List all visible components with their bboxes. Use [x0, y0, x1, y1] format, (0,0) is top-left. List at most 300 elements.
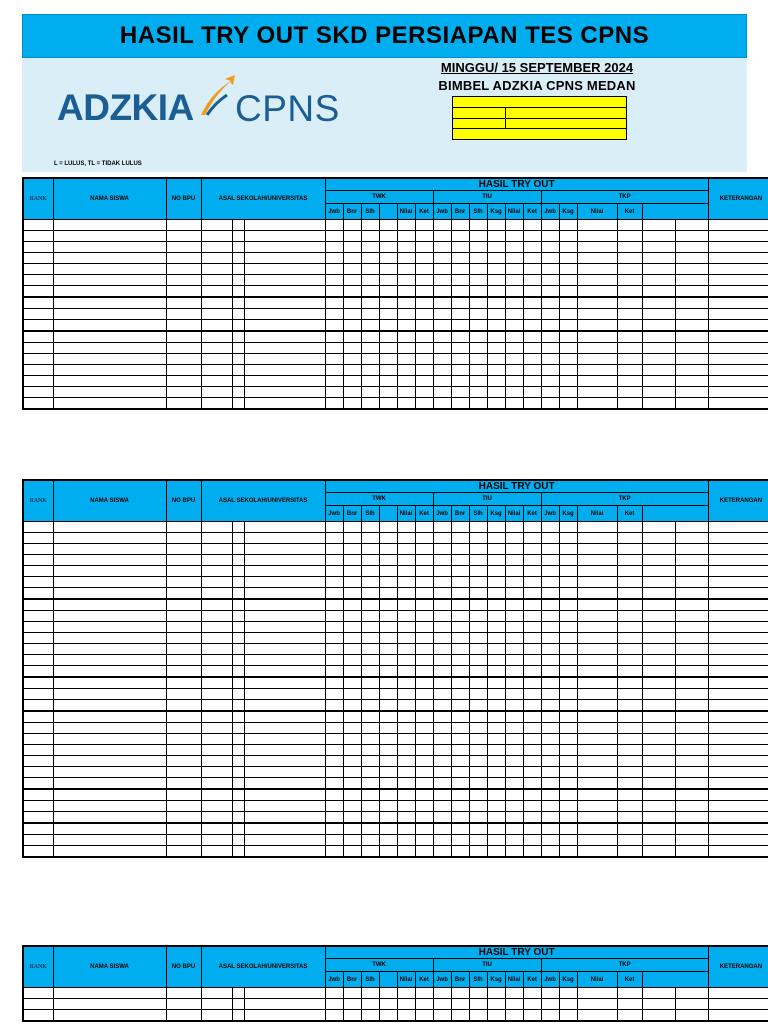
table-cell[interactable]	[642, 544, 675, 555]
table-cell[interactable]	[469, 522, 487, 533]
table-cell[interactable]	[397, 533, 415, 544]
table-cell[interactable]	[244, 666, 325, 678]
table-cell[interactable]	[166, 846, 201, 858]
table-cell[interactable]	[379, 343, 397, 354]
table-cell[interactable]	[325, 242, 343, 253]
table-cell[interactable]	[415, 220, 433, 231]
table-cell[interactable]	[361, 745, 379, 756]
table-cell[interactable]	[244, 1010, 325, 1022]
table-cell[interactable]	[415, 533, 433, 544]
table-cell[interactable]	[487, 253, 505, 264]
table-cell[interactable]	[397, 365, 415, 376]
table-cell[interactable]	[617, 789, 642, 801]
table-cell[interactable]	[675, 723, 708, 734]
table-cell[interactable]	[361, 566, 379, 577]
table-cell[interactable]	[708, 999, 768, 1010]
table-cell[interactable]	[541, 846, 559, 858]
table-cell[interactable]	[201, 655, 232, 666]
table-cell[interactable]	[617, 376, 642, 387]
table-cell[interactable]	[397, 734, 415, 745]
table-cell[interactable]	[523, 734, 541, 745]
table-cell[interactable]	[166, 633, 201, 644]
table-cell[interactable]	[708, 789, 768, 801]
table-cell[interactable]	[433, 846, 451, 858]
table-cell[interactable]	[397, 286, 415, 298]
table-cell[interactable]	[708, 622, 768, 633]
table-cell[interactable]	[397, 666, 415, 678]
table-cell[interactable]	[541, 633, 559, 644]
table-cell[interactable]	[505, 398, 523, 410]
table-cell[interactable]	[469, 343, 487, 354]
table-cell[interactable]	[361, 677, 379, 689]
table-cell[interactable]	[415, 655, 433, 666]
table-cell[interactable]	[617, 242, 642, 253]
table-cell[interactable]	[505, 242, 523, 253]
table-cell[interactable]	[708, 387, 768, 398]
table-cell[interactable]	[232, 734, 244, 745]
table-cell[interactable]	[244, 644, 325, 655]
table-cell[interactable]	[708, 522, 768, 533]
table-cell[interactable]	[166, 812, 201, 824]
table-cell[interactable]	[708, 677, 768, 689]
table-cell[interactable]	[53, 297, 166, 309]
table-cell[interactable]	[469, 331, 487, 343]
info-cell[interactable]	[453, 107, 506, 118]
table-cell[interactable]	[23, 734, 53, 745]
table-cell[interactable]	[201, 700, 232, 712]
table-cell[interactable]	[505, 275, 523, 286]
table-cell[interactable]	[232, 286, 244, 298]
table-cell[interactable]	[505, 376, 523, 387]
table-cell[interactable]	[415, 242, 433, 253]
table-cell[interactable]	[415, 588, 433, 600]
table-cell[interactable]	[23, 354, 53, 365]
table-cell[interactable]	[451, 309, 469, 320]
table-cell[interactable]	[53, 309, 166, 320]
table-cell[interactable]	[559, 275, 577, 286]
table-cell[interactable]	[433, 387, 451, 398]
table-cell[interactable]	[451, 644, 469, 655]
table-cell[interactable]	[617, 823, 642, 835]
table-cell[interactable]	[201, 677, 232, 689]
table-cell[interactable]	[361, 789, 379, 801]
table-cell[interactable]	[415, 689, 433, 700]
table-cell[interactable]	[451, 611, 469, 622]
table-cell[interactable]	[397, 756, 415, 767]
table-cell[interactable]	[642, 756, 675, 767]
table-cell[interactable]	[505, 835, 523, 846]
table-cell[interactable]	[244, 677, 325, 689]
table-cell[interactable]	[708, 354, 768, 365]
table-cell[interactable]	[469, 734, 487, 745]
table-cell[interactable]	[397, 599, 415, 611]
table-cell[interactable]	[53, 264, 166, 275]
table-cell[interactable]	[505, 767, 523, 778]
table-cell[interactable]	[541, 644, 559, 655]
table-cell[interactable]	[523, 331, 541, 343]
table-cell[interactable]	[201, 633, 232, 644]
table-cell[interactable]	[451, 756, 469, 767]
table-cell[interactable]	[397, 633, 415, 644]
table-cell[interactable]	[232, 767, 244, 778]
table-cell[interactable]	[433, 231, 451, 242]
table-cell[interactable]	[343, 801, 361, 812]
table-cell[interactable]	[23, 835, 53, 846]
table-cell[interactable]	[559, 622, 577, 633]
table-cell[interactable]	[415, 555, 433, 566]
table-cell[interactable]	[505, 999, 523, 1010]
table-cell[interactable]	[166, 354, 201, 365]
table-cell[interactable]	[166, 309, 201, 320]
table-cell[interactable]	[232, 231, 244, 242]
table-cell[interactable]	[166, 343, 201, 354]
table-cell[interactable]	[23, 376, 53, 387]
table-cell[interactable]	[166, 253, 201, 264]
table-cell[interactable]	[379, 533, 397, 544]
table-cell[interactable]	[244, 522, 325, 533]
table-cell[interactable]	[617, 577, 642, 588]
table-cell[interactable]	[469, 577, 487, 588]
table-cell[interactable]	[541, 365, 559, 376]
table-cell[interactable]	[23, 220, 53, 231]
table-cell[interactable]	[708, 599, 768, 611]
table-cell[interactable]	[642, 644, 675, 655]
table-cell[interactable]	[53, 242, 166, 253]
info-cell[interactable]	[453, 97, 627, 108]
table-cell[interactable]	[325, 566, 343, 577]
table-cell[interactable]	[397, 331, 415, 343]
table-cell[interactable]	[523, 533, 541, 544]
table-cell[interactable]	[415, 711, 433, 723]
table-cell[interactable]	[469, 745, 487, 756]
table-cell[interactable]	[343, 275, 361, 286]
table-cell[interactable]	[577, 577, 617, 588]
table-cell[interactable]	[577, 801, 617, 812]
table-cell[interactable]	[379, 644, 397, 655]
table-cell[interactable]	[53, 767, 166, 778]
table-cell[interactable]	[361, 522, 379, 533]
table-cell[interactable]	[343, 387, 361, 398]
table-cell[interactable]	[577, 655, 617, 666]
table-cell[interactable]	[379, 622, 397, 633]
table-cell[interactable]	[505, 599, 523, 611]
table-cell[interactable]	[505, 812, 523, 824]
table-cell[interactable]	[675, 611, 708, 622]
table-cell[interactable]	[397, 220, 415, 231]
table-cell[interactable]	[201, 253, 232, 264]
table-cell[interactable]	[343, 745, 361, 756]
table-cell[interactable]	[201, 588, 232, 600]
table-cell[interactable]	[23, 398, 53, 410]
table-cell[interactable]	[559, 242, 577, 253]
table-cell[interactable]	[166, 231, 201, 242]
table-cell[interactable]	[379, 835, 397, 846]
table-cell[interactable]	[325, 577, 343, 588]
table-cell[interactable]	[642, 734, 675, 745]
table-cell[interactable]	[53, 533, 166, 544]
table-cell[interactable]	[559, 220, 577, 231]
table-cell[interactable]	[541, 835, 559, 846]
table-cell[interactable]	[325, 622, 343, 633]
table-cell[interactable]	[201, 522, 232, 533]
table-cell[interactable]	[577, 756, 617, 767]
table-cell[interactable]	[487, 801, 505, 812]
table-cell[interactable]	[487, 644, 505, 655]
table-cell[interactable]	[343, 711, 361, 723]
table-cell[interactable]	[166, 700, 201, 712]
table-cell[interactable]	[415, 611, 433, 622]
table-cell[interactable]	[505, 633, 523, 644]
table-cell[interactable]	[708, 309, 768, 320]
table-cell[interactable]	[708, 220, 768, 231]
table-cell[interactable]	[617, 801, 642, 812]
table-cell[interactable]	[675, 711, 708, 723]
table-cell[interactable]	[415, 522, 433, 533]
table-cell[interactable]	[343, 655, 361, 666]
table-cell[interactable]	[451, 522, 469, 533]
table-cell[interactable]	[232, 644, 244, 655]
table-cell[interactable]	[201, 835, 232, 846]
table-cell[interactable]	[577, 309, 617, 320]
table-cell[interactable]	[541, 655, 559, 666]
table-cell[interactable]	[325, 365, 343, 376]
table-cell[interactable]	[505, 611, 523, 622]
table-cell[interactable]	[487, 988, 505, 999]
table-cell[interactable]	[523, 835, 541, 846]
table-cell[interactable]	[469, 376, 487, 387]
table-cell[interactable]	[433, 611, 451, 622]
table-cell[interactable]	[232, 297, 244, 309]
table-cell[interactable]	[469, 823, 487, 835]
table-cell[interactable]	[675, 544, 708, 555]
table-cell[interactable]	[469, 566, 487, 577]
table-cell[interactable]	[343, 633, 361, 644]
table-cell[interactable]	[23, 588, 53, 600]
table-cell[interactable]	[166, 275, 201, 286]
table-cell[interactable]	[617, 1010, 642, 1022]
table-cell[interactable]	[415, 823, 433, 835]
table-cell[interactable]	[469, 286, 487, 298]
table-cell[interactable]	[469, 835, 487, 846]
table-cell[interactable]	[577, 365, 617, 376]
table-cell[interactable]	[708, 846, 768, 858]
table-cell[interactable]	[53, 677, 166, 689]
table-cell[interactable]	[505, 745, 523, 756]
table-cell[interactable]	[232, 533, 244, 544]
table-cell[interactable]	[469, 555, 487, 566]
table-cell[interactable]	[559, 812, 577, 824]
table-cell[interactable]	[415, 286, 433, 298]
table-cell[interactable]	[325, 778, 343, 790]
table-cell[interactable]	[541, 275, 559, 286]
table-cell[interactable]	[397, 387, 415, 398]
table-cell[interactable]	[451, 588, 469, 600]
table-cell[interactable]	[361, 599, 379, 611]
table-cell[interactable]	[617, 700, 642, 712]
table-cell[interactable]	[433, 588, 451, 600]
table-cell[interactable]	[325, 376, 343, 387]
info-cell[interactable]	[506, 107, 627, 118]
table-cell[interactable]	[487, 566, 505, 577]
table-cell[interactable]	[523, 999, 541, 1010]
table-cell[interactable]	[487, 723, 505, 734]
table-cell[interactable]	[201, 343, 232, 354]
table-cell[interactable]	[505, 320, 523, 332]
table-cell[interactable]	[559, 365, 577, 376]
table-cell[interactable]	[451, 253, 469, 264]
table-cell[interactable]	[379, 723, 397, 734]
table-cell[interactable]	[675, 588, 708, 600]
table-cell[interactable]	[523, 275, 541, 286]
table-cell[interactable]	[451, 376, 469, 387]
table-cell[interactable]	[433, 343, 451, 354]
table-cell[interactable]	[244, 555, 325, 566]
table-cell[interactable]	[166, 286, 201, 298]
table-cell[interactable]	[379, 242, 397, 253]
table-cell[interactable]	[397, 789, 415, 801]
table-cell[interactable]	[201, 846, 232, 858]
table-cell[interactable]	[232, 835, 244, 846]
table-cell[interactable]	[617, 220, 642, 231]
table-cell[interactable]	[451, 599, 469, 611]
table-cell[interactable]	[415, 789, 433, 801]
table-cell[interactable]	[166, 1010, 201, 1022]
table-cell[interactable]	[708, 988, 768, 999]
table-cell[interactable]	[361, 577, 379, 588]
table-cell[interactable]	[469, 231, 487, 242]
table-cell[interactable]	[642, 309, 675, 320]
table-cell[interactable]	[577, 376, 617, 387]
table-cell[interactable]	[343, 611, 361, 622]
table-cell[interactable]	[23, 778, 53, 790]
table-cell[interactable]	[343, 533, 361, 544]
table-cell[interactable]	[559, 723, 577, 734]
table-cell[interactable]	[379, 577, 397, 588]
table-cell[interactable]	[361, 253, 379, 264]
table-cell[interactable]	[577, 566, 617, 577]
table-cell[interactable]	[675, 264, 708, 275]
table-cell[interactable]	[201, 644, 232, 655]
table-cell[interactable]	[232, 522, 244, 533]
table-cell[interactable]	[397, 264, 415, 275]
table-cell[interactable]	[244, 745, 325, 756]
table-cell[interactable]	[642, 588, 675, 600]
table-cell[interactable]	[379, 1010, 397, 1022]
table-cell[interactable]	[53, 711, 166, 723]
table-cell[interactable]	[487, 398, 505, 410]
table-cell[interactable]	[166, 365, 201, 376]
table-cell[interactable]	[469, 533, 487, 544]
table-cell[interactable]	[361, 700, 379, 712]
table-cell[interactable]	[541, 286, 559, 298]
table-cell[interactable]	[487, 320, 505, 332]
table-cell[interactable]	[505, 331, 523, 343]
table-cell[interactable]	[451, 220, 469, 231]
table-cell[interactable]	[642, 677, 675, 689]
table-cell[interactable]	[559, 999, 577, 1010]
table-cell[interactable]	[469, 723, 487, 734]
table-cell[interactable]	[53, 846, 166, 858]
table-cell[interactable]	[708, 835, 768, 846]
table-cell[interactable]	[23, 275, 53, 286]
table-cell[interactable]	[325, 343, 343, 354]
table-cell[interactable]	[244, 376, 325, 387]
table-cell[interactable]	[361, 846, 379, 858]
table-cell[interactable]	[433, 767, 451, 778]
table-cell[interactable]	[325, 398, 343, 410]
table-cell[interactable]	[232, 823, 244, 835]
table-cell[interactable]	[642, 778, 675, 790]
table-cell[interactable]	[642, 387, 675, 398]
table-cell[interactable]	[232, 365, 244, 376]
table-cell[interactable]	[23, 253, 53, 264]
table-cell[interactable]	[244, 711, 325, 723]
table-cell[interactable]	[415, 309, 433, 320]
table-cell[interactable]	[433, 655, 451, 666]
table-cell[interactable]	[325, 611, 343, 622]
table-cell[interactable]	[325, 677, 343, 689]
table-cell[interactable]	[451, 767, 469, 778]
table-cell[interactable]	[642, 286, 675, 298]
table-cell[interactable]	[642, 343, 675, 354]
table-cell[interactable]	[325, 231, 343, 242]
table-cell[interactable]	[53, 756, 166, 767]
table-cell[interactable]	[617, 835, 642, 846]
table-cell[interactable]	[53, 566, 166, 577]
table-cell[interactable]	[559, 588, 577, 600]
table-cell[interactable]	[523, 522, 541, 533]
table-cell[interactable]	[451, 734, 469, 745]
table-cell[interactable]	[487, 633, 505, 644]
table-cell[interactable]	[397, 622, 415, 633]
table-cell[interactable]	[23, 599, 53, 611]
table-cell[interactable]	[361, 231, 379, 242]
table-cell[interactable]	[523, 544, 541, 555]
table-cell[interactable]	[244, 577, 325, 588]
table-cell[interactable]	[343, 846, 361, 858]
table-cell[interactable]	[708, 1010, 768, 1022]
table-cell[interactable]	[343, 522, 361, 533]
table-cell[interactable]	[343, 756, 361, 767]
table-cell[interactable]	[617, 666, 642, 678]
table-cell[interactable]	[577, 823, 617, 835]
table-cell[interactable]	[361, 354, 379, 365]
table-cell[interactable]	[577, 231, 617, 242]
table-cell[interactable]	[325, 823, 343, 835]
table-cell[interactable]	[343, 835, 361, 846]
table-cell[interactable]	[469, 275, 487, 286]
table-cell[interactable]	[53, 745, 166, 756]
table-cell[interactable]	[708, 264, 768, 275]
table-cell[interactable]	[433, 633, 451, 644]
table-cell[interactable]	[361, 555, 379, 566]
table-cell[interactable]	[523, 577, 541, 588]
table-cell[interactable]	[361, 297, 379, 309]
table-cell[interactable]	[541, 1010, 559, 1022]
table-cell[interactable]	[642, 320, 675, 332]
table-cell[interactable]	[166, 376, 201, 387]
table-cell[interactable]	[559, 677, 577, 689]
table-cell[interactable]	[523, 320, 541, 332]
table-cell[interactable]	[201, 231, 232, 242]
table-cell[interactable]	[642, 231, 675, 242]
table-cell[interactable]	[577, 343, 617, 354]
table-cell[interactable]	[53, 231, 166, 242]
table-cell[interactable]	[541, 566, 559, 577]
table-cell[interactable]	[541, 723, 559, 734]
table-cell[interactable]	[505, 343, 523, 354]
table-cell[interactable]	[708, 745, 768, 756]
